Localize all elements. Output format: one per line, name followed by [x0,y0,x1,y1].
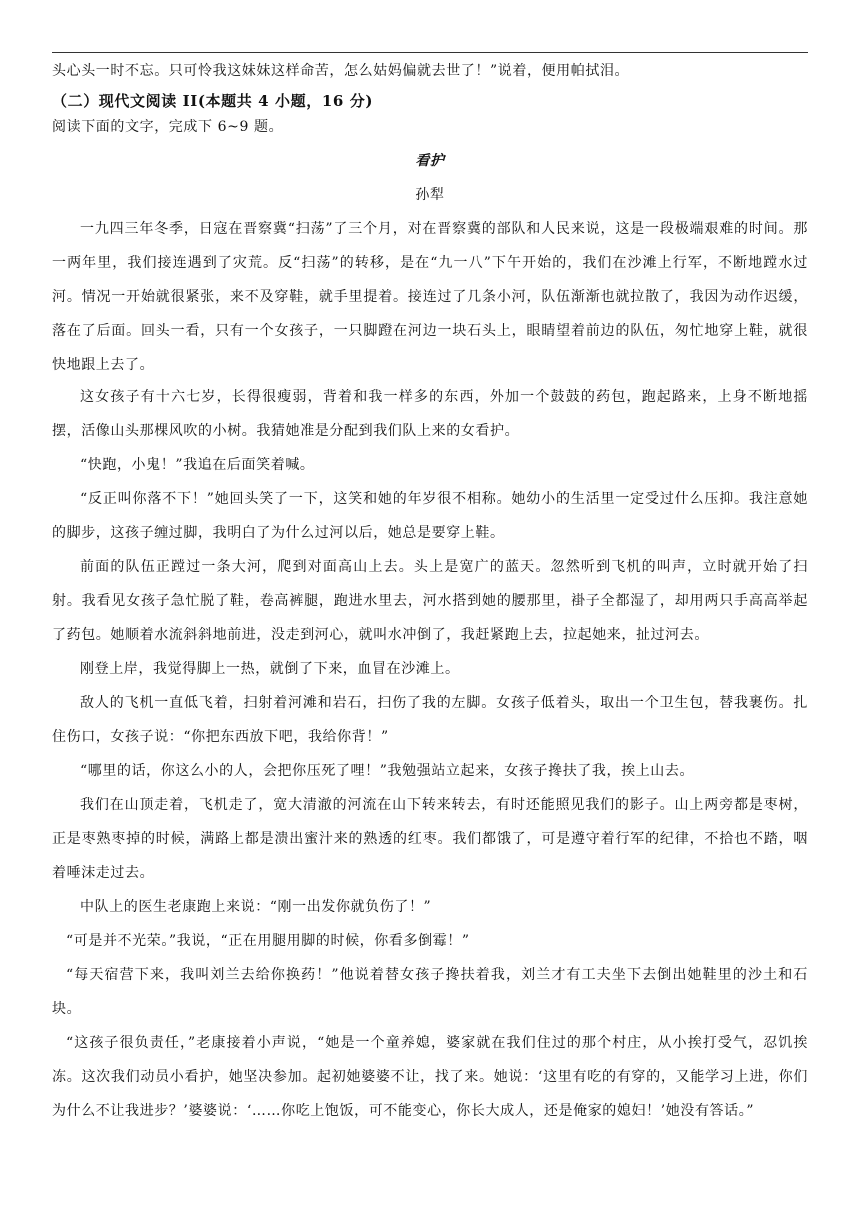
paragraph-5: 前面的队伍正蹚过一条大河，爬到对面高山上去。头上是宽广的蓝天。忽然听到飞机的叫声，立时就开始了扫射。我看见女孩子急忙脱了鞋，卷高裤腿，跑进水里去，河水搭到她的腰那里，褂子全都湿了，却用两只手高高举起了药包。她顺着水流斜斜地前进，没走到河心，就叫水冲倒了，我赶紧跑上去，拉起她来，扯过河去。 [52,559,808,643]
paragraph-13: “这孩子很负责任，”老康接着小声说，“她是一个童养媳，婆家就在我们住过的那个村庄，从小挨打受气，忍饥挨冻。这次我们动员小看护，她坚决参加。起初她婆婆不让，找了来。她说：‘这里有吃的有穿的，又能学习上进，你们为什么不让我进步？’婆婆说：‘……你吃上饱饭，可不能变心，你长大成人，还是俺家的媳妇！’她没有答话。” [52,1035,808,1119]
paragraph-10: 中队上的医生老康跑上来说：“刚一出发你就负伤了！” [80,899,432,915]
carryover-line: 头心头一时不忘。只可怜我这妹妹这样命苦，怎么姑妈偏就去世了！”说着，便用帕拭泪。 [52,63,630,79]
article-title: 看护 [415,153,445,169]
paragraph-8: “哪里的话，你这么小的人，会把你压死了哩！”我勉强站立起来，女孩子搀扶了我，挨上山去。 [80,763,695,779]
section-title: （二）现代文阅读 II(本题共 4 小题，16 分) [52,92,374,110]
paragraph-9: 我们在山顶走着，飞机走了，宽大清澈的河流在山下转来转去，有时还能照见我们的影子。山上两旁都是枣树，正是枣熟枣掉的时候，满路上都是溃出蜜汁来的熟透的红枣。我们都饿了，可是遵守着行军的纪律，不拾也不踏，咽着唾沫走过去。 [52,797,808,881]
paragraph-3: “快跑，小鬼！”我追在后面笑着喊。 [80,457,315,473]
paragraph-4: “反正叫你落不下！”她回头笑了一下，这笑和她的年岁很不相称。她幼小的生活里一定受过什么压抑。我注意她的脚步，这孩子缠过脚，我明白了为什么过河以后，她总是要穿上鞋。 [52,491,808,541]
paragraph-1: 一九四三年冬季，日寇在晋察冀“扫荡”了三个月，对在晋察冀的部队和人民来说，这是一段极端艰难的时间。那一两年里，我们接连遇到了灾荒。反“扫荡”的转移，是在“九一八”下午开始的，我们在沙滩上行军，不断地蹚水过河。情况一开始就很紧张，来不及穿鞋，就手里提着。接连过了几条小河，队伍渐渐也就拉散了，我因为动作迟缓，落在了后面。回头一看，只有一个女孩子，一只脚蹬在河边一块石头上，眼睛望着前边的队伍，匆忙地穿上鞋，就很快地跟上去了。 [52,221,808,373]
paragraph-2: 这女孩子有十六七岁，长得很瘦弱，背着和我一样多的东西，外加一个鼓鼓的药包，跑起路来，上身不断地摇摆，活像山头那棵风吹的小树。我猜她准是分配到我们队上来的女看护。 [52,389,808,439]
header-rule [52,52,808,53]
paragraph-6: 刚登上岸，我觉得脚上一热，就倒了下来，血冒在沙滩上。 [80,661,460,677]
paragraph-11: “可是并不光荣。”我说，“正在用腿用脚的时候，你看多倒霉！” [66,933,470,949]
instruction: 阅读下面的文字，完成下 6~9 题。 [52,119,284,135]
article-author: 孙犁 [415,187,445,203]
paragraph-12: “每天宿营下来，我叫刘兰去给你换药！”他说着替女孩子搀扶着我，刘兰才有工夫坐下去倒出她鞋里的沙土和石块。 [52,967,808,1017]
paragraph-7: 敌人的飞机一直低飞着，扫射着河滩和岩石，扫伤了我的左脚。女孩子低着头，取出一个卫生包，替我裹伤。扎住伤口，女孩子说：“你把东西放下吧，我给你背！” [52,695,808,745]
